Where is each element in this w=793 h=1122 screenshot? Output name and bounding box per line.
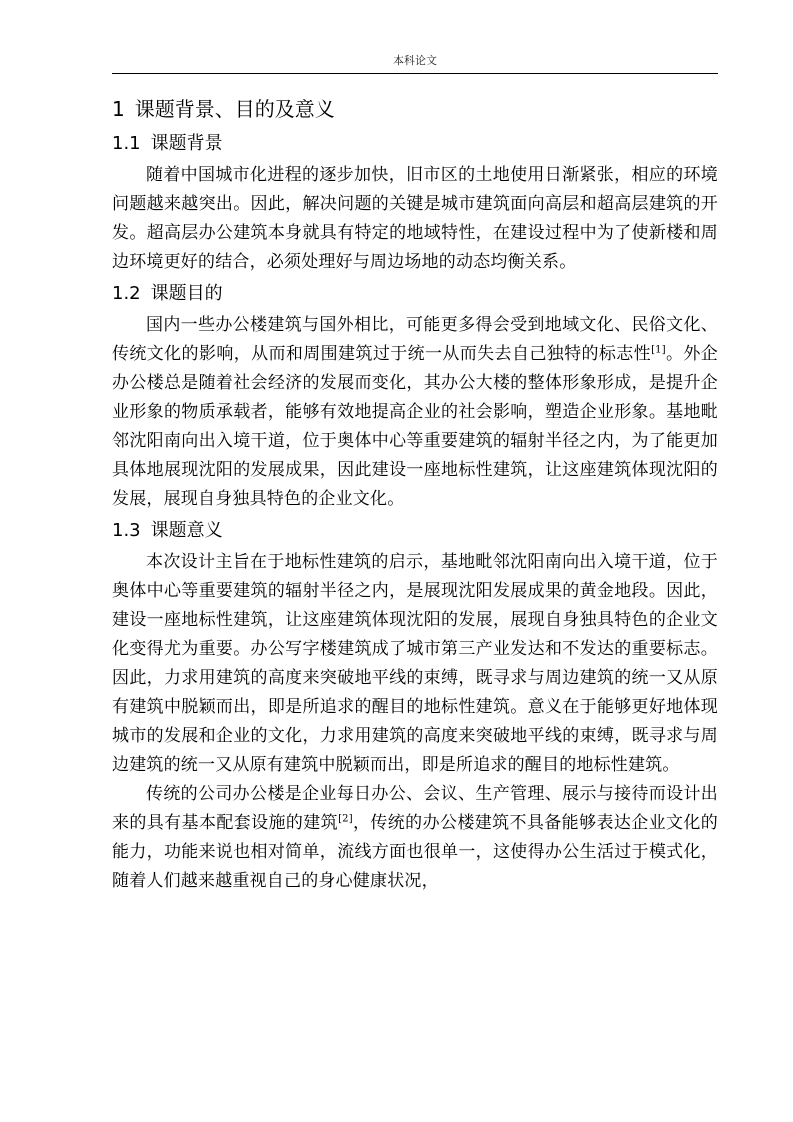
- section-heading-1-1: [112, 129, 718, 159]
- section-heading-1-2: [112, 279, 718, 309]
- section-number: 1.1: [112, 133, 141, 154]
- section-title: 课题意义: [150, 520, 223, 541]
- paragraph: 随着中国城市化进程的逐步加快，旧市区的土地使用日渐紧张，相应的环境问题越来越突出。因此，解决问题的关键是城市建筑面向高层和超高层建筑的开发。超高层办公建筑本身就具有特定的地域特性，在建设过程中为了使新楼和周边环境更好的结合，必须处理好与周边场地的动态均衡关系。: [112, 165, 718, 272]
- chapter-heading: [112, 93, 718, 125]
- section-number: 1.3: [112, 520, 141, 541]
- section-title: 课题背景: [150, 133, 223, 154]
- paragraph: [112, 311, 718, 514]
- paragraph: [112, 780, 718, 896]
- paragraph-text: 国内一些办公楼建筑与国外相比，可能更多得会受到地域文化、民俗文化、传统文化的影响，从而和周围建筑过于统一从而失去自己独特的标志性: [112, 315, 718, 364]
- paragraph: 本次设计主旨在于地标性建筑的启示，基地毗邻沈阳南向出入境干道，位于奥体中心等重要建筑的辐射半径之内，是展现沈阳发展成果的黄金地段。因此，建设一座地标性建筑，让这座建筑体现沈阳的发展，展现自身独具特色的企业文化变得尤为重要。办公写字楼建筑成了城市第三产业发达和不发达的重要标志。因此，力求用建筑的高度来突破地平线的束缚，既寻求与周边建筑的统一又从原有建筑中脱颖而出，即是所追求的醒目的地标性建筑。意义在于能够更好地体现城市的发展和企业的文化，力求用建筑的高度来突破地平线的束缚，既寻求与周边建筑的统一又从原有建筑中脱颖而出，即是所追求的醒目的地标性建筑。: [112, 552, 718, 775]
- section-title: 课题目的: [150, 283, 223, 304]
- paragraph-text: 传统的公司办公楼是企业每日办公、会议、生产管理、展示与接待而设计出来的具有基本配套设施的建筑: [112, 784, 718, 833]
- running-header: 本科论文: [393, 54, 437, 67]
- body-content: [112, 93, 718, 896]
- paragraph-text: ，传统的办公楼建筑不具备能够表达企业文化的能力，功能来说也相对简单，流线方面也很单一，这使得办公生活过于模式化，随着人们越来越重视自己的身心健康状况，: [112, 813, 718, 891]
- section-number: 1.2: [112, 283, 141, 304]
- citation-ref[interactable]: [1]: [651, 344, 666, 356]
- chapter-title: 课题背景、目的及意义: [134, 97, 335, 121]
- citation-ref[interactable]: [2]: [338, 813, 353, 825]
- paragraph-text: 。外企办公楼总是随着社会经济的发展而变化，其办公大楼的整体形象形成，是提升企业形象的物质承载者，能够有效地提高企业的社会影响，塑造企业形象。基地毗邻沈阳南向出入境干道，位于奥体中心等重要建筑的辐射半径之内，为了能更加具体地展现沈阳的发展成果，因此建设一座地标性建筑，让这座建筑体现沈阳的发展，展现自身独具特色的企业文化。: [112, 344, 718, 509]
- chapter-number: 1: [112, 97, 125, 121]
- header-rule: [112, 73, 718, 74]
- section-heading-1-3: [112, 516, 718, 546]
